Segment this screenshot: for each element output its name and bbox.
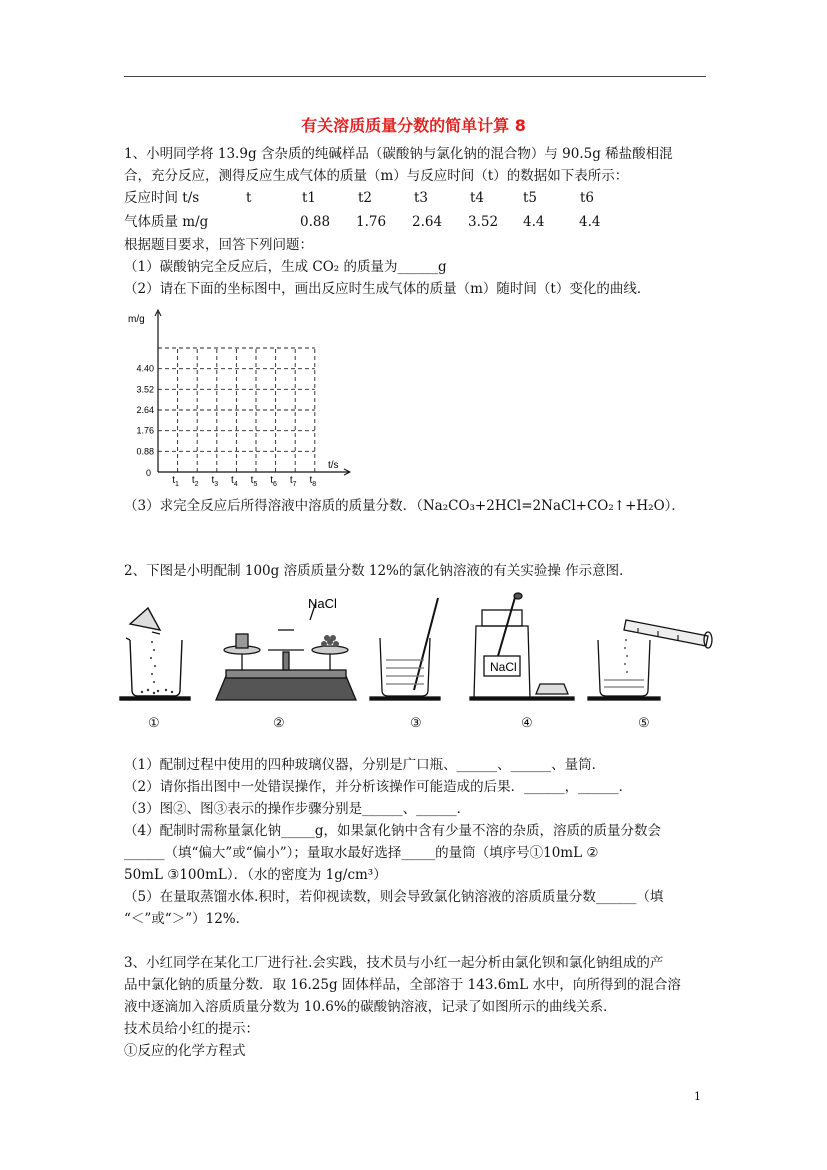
coordinate-chart <box>124 306 364 490</box>
step3-label: ③ <box>410 716 422 731</box>
table-row1-cell: t1 <box>302 190 317 206</box>
q2-part5-line1: （5）在量取蒸馏水体.积时，若仰视读数，则会导致氯化钠溶液的溶质质量分数______（填 <box>124 889 664 905</box>
x-tick-label: $t_2$ <box>191 475 199 488</box>
nacl-label: NaCl <box>308 596 337 611</box>
q2-part2: （2）请你指出图中一处错误操作，并分析该操作可能造成的后果．______，______． <box>124 779 633 795</box>
y-tick-label: 2.64 <box>136 405 154 415</box>
table-row2-label: 气体质量 m/g <box>124 214 209 230</box>
table-row2-cell: 1.76 <box>356 214 387 230</box>
x-tick-label: $t_7$ <box>289 475 297 488</box>
q1-stem-line2: 合，充分反应，测得反应生成气体的质量（m）与反应时间（t）的数据如下表所示： <box>124 168 629 184</box>
q2-stem: 2、下图是小明配制 100g 溶质质量分数 12%的氯化钠溶液的有关实验操 作示意图． <box>124 563 633 579</box>
experiment-illustration <box>118 590 718 710</box>
x-tick-label: $t_8$ <box>309 475 317 488</box>
q1-part2: （2）请在下面的坐标图中，画出反应时生成气体的质量（m）随时间（t）变化的曲线． <box>124 281 651 297</box>
y-tick-label: 0.88 <box>136 446 154 457</box>
table-row1-cell: t4 <box>470 190 485 206</box>
x-tick-label: $t_5$ <box>250 475 258 488</box>
table-row2-cell: 4.4 <box>579 214 601 230</box>
table-row1-cell: t2 <box>358 190 373 206</box>
step5-label: ⑤ <box>638 716 650 731</box>
y-tick-label: 4.40 <box>136 363 154 374</box>
y-axis-label: m/g <box>128 314 145 325</box>
step3-stirring-icon <box>370 598 440 700</box>
q3-line5: ①反应的化学方程式 <box>124 1043 246 1059</box>
step2-label: ② <box>273 716 285 731</box>
y-tick-label: 3.52 <box>136 384 154 395</box>
header-rule <box>124 76 706 77</box>
q2-part5-line2: “＜”或“＞”）12%． <box>124 911 250 927</box>
q1-part3: （3）求完全反应后所得溶液中溶质的质量分数．（Na₂CO₃+2HCl=2NaCl+CO₂↑+H₂O）． <box>124 498 685 514</box>
q3-line2: 品中氯化钠的质量分数．取 16.25g 固体样品，全部溶于 143.6mL 水中，向所得到的混合溶 <box>124 977 681 993</box>
q3-line3: 液中逐滴加入溶质质量分数为 10.6%的碳酸钠溶液，记录了如图所示的曲线关系． <box>124 999 617 1015</box>
x-tick-label: $t_6$ <box>270 475 277 488</box>
step4-label: ④ <box>521 716 533 731</box>
q2-part4-line1: （4）配制时需称量氯化钠_____g，如果氯化钠中含有少量不溶的杂质，溶质的质量分数会 <box>124 823 661 839</box>
origin-label: 0 <box>146 468 152 478</box>
x-axis-label: t/s <box>328 460 339 471</box>
table-row1-cell: t6 <box>580 190 595 206</box>
q1-ask: 根据题目要求，回答下列问题： <box>124 237 313 253</box>
step2-balance-icon <box>216 602 356 700</box>
table-row2-cell: 2.64 <box>412 214 443 230</box>
q2-part3: （3）图②、图③表示的操作步骤分别是______、______． <box>124 801 471 817</box>
step5-cylinder-icon <box>588 620 712 700</box>
page-number: 1 <box>694 1090 701 1103</box>
y-tick-label: 1.76 <box>136 425 154 436</box>
table-row1-label: 反应时间 t/s <box>124 190 200 206</box>
q2-part4-line2: ______（填“偏大”或“偏小”）；量取水最好选择_____的量筒（填序号①10mL ② <box>124 845 599 861</box>
table-row1-cell: t <box>246 190 252 206</box>
q2-part4-line3: 50mL ③100mL）．（水的密度为 1g/cm³） <box>124 867 387 883</box>
table-row1-cell: t5 <box>523 190 538 206</box>
step4-reagent-jar-icon <box>470 593 574 700</box>
jar-label: NaCl <box>490 660 517 674</box>
page-title: 有关溶质质量分数的简单计算 8 <box>301 116 526 135</box>
table-row2-cell: 3.52 <box>468 214 499 230</box>
table-row2-cell: 4.4 <box>523 214 545 230</box>
x-tick-label: $t_1$ <box>172 475 179 488</box>
table-row2-cell: 0.88 <box>300 214 331 230</box>
q2-part1: （1）配制过程中使用的四种玻璃仪器，分别是广口瓶、______、______、量筒． <box>124 757 606 773</box>
table-row1-cell: t3 <box>414 190 429 206</box>
x-tick-label: $t_4$ <box>231 475 238 488</box>
q1-stem-line1: 1、小明同学将 13.9g 含杂质的纯碱样品（碳酸钠与氯化钠的混合物）与 90.5g 稀盐酸相混 <box>124 146 673 162</box>
step1-beaker-icon <box>120 608 190 700</box>
x-tick-label: $t_3$ <box>211 475 219 488</box>
q3-line1: 3、小红同学在某化工厂进行社.会实践，技术员与小红一起分析由氯化钡和氯化钠组成的产 <box>124 955 664 971</box>
q3-line4: 技术员给小红的提示： <box>124 1021 259 1037</box>
q1-part1: （1）碳酸钠完全反应后，生成 CO₂ 的质量为______g <box>124 259 447 275</box>
step1-label: ① <box>148 716 160 731</box>
